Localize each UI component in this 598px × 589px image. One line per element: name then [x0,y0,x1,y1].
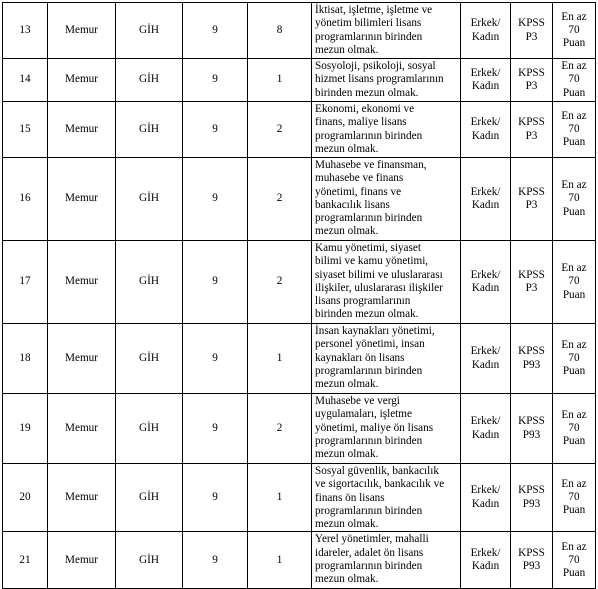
qualification-cell-line: birinden mezun olmak. [315,86,419,99]
min-score-cell-line: Puan [562,288,586,301]
qualification-cell-line: yönetimi, maliye ön lisans [315,421,434,434]
degree-cell: 9 [183,464,248,532]
position-title-cell: Memur [48,3,116,59]
service-class-cell: GİH [116,3,183,59]
qualification-cell-line: Muhasebe ve finansman, [315,159,427,171]
row-number-cell: 16 [3,158,48,241]
gender-cell-line: Kadın [471,497,500,510]
quota-cell: 2 [248,102,312,158]
gender-cell-line: Kadın [471,358,500,371]
gender-cell-line: Kadın [471,199,500,211]
gender-cell-line: Erkek/ [470,17,501,30]
quota-cell: 1 [248,464,312,532]
qualification-cell-line: yönetimi, finans ve [315,185,402,198]
qualification-cell-line: siyaset bilimi ve uluslararası [315,268,443,281]
exam-type-cell-line: KPSS [518,484,545,497]
gender-cell [461,158,511,241]
exam-type-cell [511,532,553,589]
qualification-cell-line: Kamu yönetimi, siyaset [315,242,421,254]
qualification-cell-line: mezun olmak. [315,225,379,238]
table-row [3,3,596,59]
exam-type-cell-line: KPSS [518,66,545,79]
exam-type-cell [511,3,553,59]
gender-cell-line: Kadın [471,30,500,43]
gender-cell [461,102,511,158]
qualification-cell-line: birinden mezun olmak. [315,308,419,321]
quota-cell: 2 [248,241,312,324]
exam-type-cell-line: P3 [525,30,538,43]
qualification-cell-line: mezun olmak. [315,378,379,391]
table-row [3,241,596,324]
qualification-cell-line: Sosyal güvenlik, bankacılık [315,465,439,477]
position-title-cell: Memur [48,464,116,532]
gender-cell [461,532,511,589]
qualification-cell-line: programlarının birinden [315,212,423,225]
qualification-cell [312,464,461,532]
min-score-cell [553,59,596,102]
qualification-cell-line: muhasebe ve finans [315,172,404,185]
exam-type-cell [511,394,553,464]
row-number-cell: 14 [3,59,48,102]
qualification-cell [312,532,461,589]
table-row [3,59,596,102]
row-number-cell: 20 [3,464,48,532]
min-score-cell-line: En az [561,109,587,122]
quota-cell: 1 [248,532,312,589]
qualification-cell-line: lisans programlarının [315,295,411,308]
min-score-cell-line: 70 [568,192,580,205]
qualification-cell [312,394,461,464]
position-table-body [3,3,596,589]
exam-type-cell-line: KPSS [518,415,545,428]
table-row [3,532,596,589]
qualification-cell [312,241,461,324]
min-score-cell-line: 70 [568,491,580,504]
gender-cell-line: Kadın [471,80,500,92]
qualification-cell-line: idareler, adalet ön lisans [315,546,424,559]
qualification-cell-line: İnsan kaynakları yönetimi, [315,325,435,337]
qualification-cell-line: Muhasebe ve vergi [315,395,400,407]
qualification-cell-line: kaynakları ön lisans [315,351,405,364]
min-score-cell-line: Puan [562,504,586,517]
min-score-cell-line: Puan [562,365,586,378]
exam-type-cell [511,241,553,324]
position-title-cell: Memur [48,102,116,158]
min-score-cell-line: En az [561,408,587,421]
min-score-cell-line: 70 [568,553,580,566]
exam-type-cell-line: P93 [522,358,541,371]
service-class-cell: GİH [116,464,183,532]
service-class-cell: GİH [116,158,183,241]
gender-cell-line: Erkek/ [470,484,501,497]
quota-cell: 8 [248,3,312,59]
qualification-cell [312,158,461,241]
min-score-cell-line: En az [561,338,587,351]
position-title-cell: Memur [48,324,116,394]
position-title-cell: Memur [48,394,116,464]
min-score-cell-line: En az [561,477,587,490]
row-number-cell: 17 [3,241,48,324]
quota-cell: 2 [248,158,312,241]
qualification-cell-line: Sosyoloji, psikoloji, sosyal [315,60,436,72]
qualification-cell-line: İktisat, işletme, işletme ve [315,4,433,16]
position-title-cell: Memur [48,59,116,102]
min-score-cell [553,3,596,59]
qualification-cell-line: programlarının birinden [315,434,423,447]
qualification-cell-line: finans ön lisans [315,491,385,504]
min-score-cell [553,532,596,589]
exam-type-cell-line: KPSS [518,345,545,358]
position-title-cell: Memur [48,158,116,241]
min-score-cell-line: En az [561,262,587,275]
qualification-cell-line: mezun olmak. [315,448,379,461]
exam-type-cell-line: KPSS [518,185,545,198]
exam-type-cell-line: P93 [522,497,541,510]
qualification-cell [312,324,461,394]
min-score-cell-line: 70 [568,23,580,36]
qualification-cell-line: Yerel yönetimler, mahalli [315,533,429,546]
min-score-cell-line: En az [561,10,587,23]
qualification-cell-line: ilişkiler, uluslararası ilişkiler [315,281,443,294]
gender-cell-line: Kadın [471,428,500,441]
degree-cell: 9 [183,3,248,59]
quota-cell: 1 [248,59,312,102]
min-score-cell [553,324,596,394]
exam-type-cell [511,59,553,102]
gender-cell-line: Kadın [471,129,500,142]
qualification-cell-line: yönetim bilimleri lisans [315,17,422,30]
gender-cell-line: Erkek/ [470,185,501,198]
degree-cell: 9 [183,324,248,394]
min-score-cell-line: Puan [562,205,586,218]
degree-cell: 9 [183,532,248,589]
degree-cell: 9 [183,102,248,158]
min-score-cell-line: Puan [562,86,586,99]
min-score-cell-line: En az [561,179,587,192]
gender-cell-line: Erkek/ [470,116,501,129]
qualification-cell [312,59,461,102]
exam-type-cell-line: P93 [522,428,541,441]
position-title-cell: Memur [48,241,116,324]
gender-cell-line: Erkek/ [470,66,501,79]
row-number-cell: 19 [3,394,48,464]
min-score-cell-line: Puan [562,136,586,149]
table-row [3,464,596,532]
exam-type-cell-line: KPSS [518,116,545,129]
degree-cell: 9 [183,59,248,102]
service-class-cell: GİH [116,102,183,158]
min-score-cell-line: En az [561,540,587,553]
table-row [3,394,596,464]
qualification-cell-line: programlarının birinden [315,30,423,43]
min-score-cell [553,241,596,324]
exam-type-cell-line: P3 [525,80,538,92]
quota-cell: 2 [248,394,312,464]
min-score-cell-line: 70 [568,122,580,135]
gender-cell [461,59,511,102]
row-number-cell: 21 [3,532,48,589]
min-score-cell [553,158,596,241]
gender-cell-line: Kadın [471,282,500,294]
qualification-cell-line: bankacılık lisans [315,198,390,211]
exam-type-cell-line: P3 [525,129,538,142]
min-score-cell [553,102,596,158]
qualification-cell [312,102,461,158]
gender-cell [461,324,511,394]
min-score-cell-line: 70 [568,73,580,86]
position-title-cell: Memur [48,532,116,589]
exam-type-cell [511,158,553,241]
gender-cell-line: Erkek/ [470,415,501,428]
gender-cell [461,464,511,532]
qualification-cell-line: personel yönetimi, insan [315,338,425,351]
table-row [3,324,596,394]
min-score-cell [553,394,596,464]
min-score-cell-line: Puan [562,567,586,580]
qualification-cell-line: uygulamaları, işletme [315,408,412,421]
min-score-cell-line: Puan [562,37,586,50]
service-class-cell: GİH [116,532,183,589]
row-number-cell: 13 [3,3,48,59]
min-score-cell-line: 70 [568,351,580,364]
exam-type-cell-line: KPSS [518,17,545,30]
qualification-cell-line: mezun olmak. [315,573,379,586]
exam-type-cell-line: KPSS [518,547,545,560]
table-row [3,158,596,241]
degree-cell: 9 [183,394,248,464]
service-class-cell: GİH [116,59,183,102]
qualification-cell-line: programlarının birinden [315,129,423,142]
gender-cell [461,394,511,464]
qualification-cell-line: programlarının birinden [315,504,423,517]
service-class-cell: GİH [116,241,183,324]
exam-type-cell [511,464,553,532]
qualification-cell-line: programlarının birinden [315,560,423,573]
gender-cell [461,241,511,324]
min-score-cell-line: Puan [562,435,586,448]
qualification-cell-line: mezun olmak. [315,518,379,531]
min-score-cell-line: 70 [568,421,580,434]
qualification-cell-line: Ekonomi, ekonomi ve [315,103,415,115]
degree-cell: 9 [183,241,248,324]
exam-type-cell-line: KPSS [518,268,545,281]
qualification-cell-line: bilimi ve kamu yönetimi, [315,255,429,268]
min-score-cell-line: En az [561,60,587,73]
service-class-cell: GİH [116,324,183,394]
min-score-cell [553,464,596,532]
row-number-cell: 15 [3,102,48,158]
gender-cell [461,3,511,59]
exam-type-cell-line: P3 [525,199,538,211]
position-table [2,2,596,589]
qualification-cell-line: finans, maliye lisans [315,116,407,129]
qualification-cell-line: ve sigortacılık, bankacılık ve [315,478,445,491]
gender-cell-line: Erkek/ [470,547,501,560]
table-row [3,102,596,158]
service-class-cell: GİH [116,394,183,464]
qualification-cell-line: mezun olmak. [315,43,379,56]
degree-cell: 9 [183,158,248,241]
row-number-cell: 18 [3,324,48,394]
gender-cell-line: Kadın [471,560,500,573]
qualification-cell-line: mezun olmak. [315,142,379,155]
exam-type-cell [511,102,553,158]
quota-cell: 1 [248,324,312,394]
exam-type-cell-line: P93 [522,560,541,573]
qualification-cell-line: programlarının birinden [315,364,423,377]
exam-type-cell [511,324,553,394]
gender-cell-line: Erkek/ [470,345,501,358]
qualification-cell-line: hizmet lisans programlarının [315,73,444,86]
min-score-cell-line: 70 [568,275,580,288]
gender-cell-line: Erkek/ [470,268,501,281]
qualification-cell [312,3,461,59]
exam-type-cell-line: P3 [525,282,538,294]
